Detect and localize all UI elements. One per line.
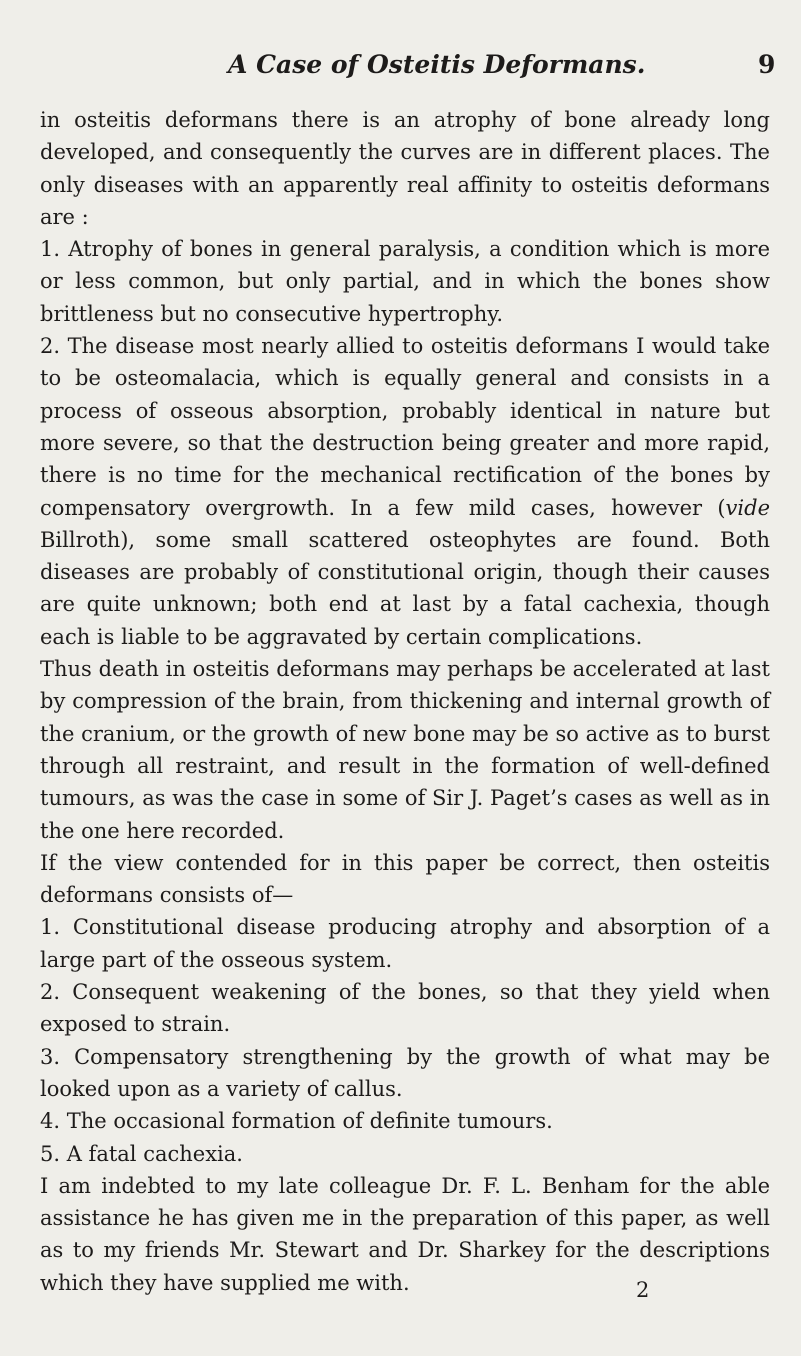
- paragraph-thus: Thus death in osteitis deformans may perhaps be accelerated at last by compression of the brain, from thickening and internal growth of the cranium, or the growth of new bone may be so active as to burst through all restraint, and result in the formation of well-defined tumours, as was the case in some of Sir J. Paget’s cases as well as in the one here recorded.: [40, 657, 770, 843]
- list-item: 5. A fatal cachexia.: [40, 1141, 243, 1166]
- body-text: [40, 104, 770, 1299]
- paragraph-intro: in osteitis deformans there is an atrophy of bone already long developed, and consequently the curves are in different places. The only diseases with an apparently real affinity to osteitis deformans are :: [40, 108, 770, 229]
- paragraph-item-2: 2. The disease most nearly allied to osteitis deformans I would take to be osteomalacia, which is equally general and consists in a process of osseous absorption, probably identical in nature but more severe, so that the destruction being greater and more rapid, there is no time for the mechanical rectification of the bones by compensatory overgrowth. In a few mild cases, however (vide Billroth), some small scattered osteophytes are found. Both diseases are probably of constitutional origin, though their causes are quite unknown; both end at last by a fatal cachexia, though each is liable to be aggravated by certain complications.: [40, 334, 770, 649]
- list-item: 3. Compensatory strengthening by the growth of what may be looked upon as a variety of callus.: [40, 1044, 770, 1101]
- vide-italic: vide: [725, 495, 770, 520]
- paragraph-view: If the view contended for in this paper be correct, then osteitis deformans consists of—: [40, 850, 770, 908]
- page-number: 9: [758, 50, 776, 79]
- signature-mark: 2: [636, 1278, 650, 1302]
- running-title: A Case of Osteitis Deformans.: [228, 50, 646, 79]
- paragraph-acknowledgement: I am indebted to my late colleague Dr. F. L. Benham for the able assistance he has given me in the preparation of this paper, as well as to my friends Mr. Stewart and Dr. Sharkey for the descriptions which they have supplied me with.: [40, 1173, 770, 1295]
- page-header: [0, 50, 801, 90]
- paragraph-item-1: 1. Atrophy of bones in general paralysis, a condition which is more or less common, but only partial, and in which the bones show brittleness but no consecutive hypertrophy.: [40, 237, 770, 326]
- list-item: 2. Consequent weakening of the bones, so that they yield when exposed to strain.: [40, 980, 770, 1037]
- list-item: 1. Constitutional disease producing atrophy and absorption of a large part of the osseous system.: [40, 915, 770, 972]
- list-item: 4. The occasional formation of definite tumours.: [40, 1109, 553, 1134]
